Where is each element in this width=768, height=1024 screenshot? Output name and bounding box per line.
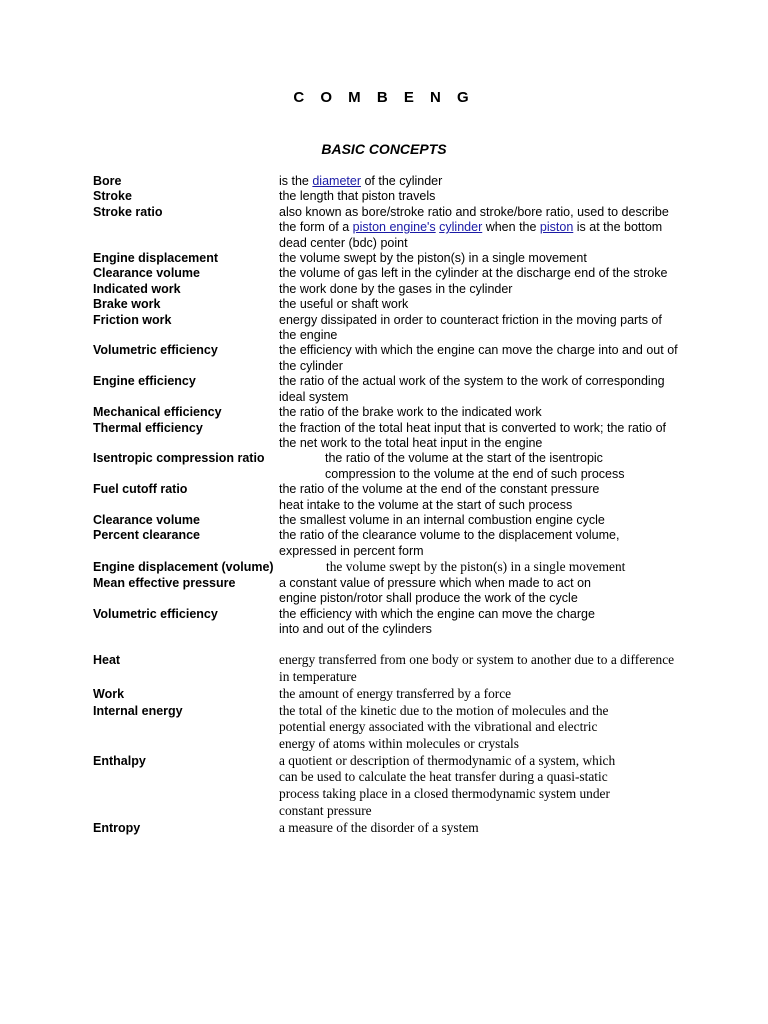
definition-text: the work done by the gases in the cylinder [279,281,513,296]
definition-text: the total of the kinetic due to the motion of molecules and the potential energy associated with the vibrational and electric energy of atoms within molecules or crystals [279,702,609,751]
glossary-list [0,174,768,836]
definition-text: the ratio of the volume at the start of the isentropic compression to the volume at the end of such process [325,451,625,481]
diameter-link[interactable]: diameter [312,174,361,188]
term-label: Heat [93,653,121,668]
term-label: Engine displacement (volume) [93,560,274,575]
spacer [0,637,768,652]
glossary-entry [0,686,768,703]
glossary-entry [0,421,768,452]
glossary-entry [0,251,768,266]
term-label: Stroke [93,189,132,204]
glossary-entry [0,513,768,528]
term-label: Clearance volume [93,512,200,527]
definition-text: a quotient or description of thermodynamic of a system, which can be used to calculate the heat transfer during a quasi-static process taking place in a closed thermodynamic system under constant pressure [279,752,616,818]
glossary-entry [0,266,768,281]
definition-text: the efficiency with which the engine can move the charge into and out of the cylinder [279,343,678,373]
term-label: Mechanical efficiency [93,405,222,420]
definition-text: the volume swept by the piston(s) in a single movement [326,559,626,575]
term-label: Clearance volume [93,266,200,281]
term-label: Friction work [93,312,172,327]
term-label: Work [93,686,125,701]
glossary-entry [0,607,768,638]
glossary-entry [0,405,768,420]
piston-link[interactable]: piston [539,220,574,235]
definition-text: also known as bore/stroke ratio and stroke/bore ratio, used to describe the form of a piston engine's cylinder when the piston is at the bottom dead center (bdc) point [279,204,669,250]
definition-text: the ratio of the clearance volume to the displacement volume, expressed in percent form [279,528,620,558]
term-label: Entropy [93,820,141,835]
glossary-entry [0,374,768,405]
glossary-entry [0,559,768,576]
term-label: Percent clearance [93,528,201,543]
document-title: C O M B E N G [293,89,475,106]
definition-text: a constant value of pressure which when made to act on engine piston/rotor shall produce the work of the cycle [279,575,591,606]
definition-text: the fraction of the total heat input that is converted to work; the ratio of the net work to the total heat input in the engine [279,420,667,450]
glossary-entry [0,282,768,297]
term-label: Mean effective pressure [93,575,236,590]
definition-text: energy transferred from one body or system to another due to a difference in temperature [279,652,675,685]
term-label: Fuel cutoff ratio [93,482,188,497]
term-label: Isentropic compression ratio [93,451,265,466]
glossary-entry [0,703,768,753]
definition-text: the amount of energy transferred by a force [279,685,512,701]
term-label: Bore [93,174,122,188]
glossary-entry [0,343,768,374]
glossary-entry [0,820,768,837]
glossary-entry [0,297,768,312]
term-label: Engine efficiency [93,374,196,389]
definition-text: energy dissipated in order to counteract friction in the moving parts of the engine [279,312,662,343]
definition-text: the volume of gas left in the cylinder at the discharge end of the stroke [279,266,668,281]
glossary-entry-bore [0,174,768,189]
definition-text: the useful or shaft work [279,297,409,312]
term-label: Thermal efficiency [93,420,203,435]
definition-text: the smallest volume in an internal combustion engine cycle [279,512,605,527]
cylinder-link[interactable]: cylinder [439,220,483,235]
glossary-entry [0,576,768,607]
definition-text: the volume swept by the piston(s) in a single movement [279,251,587,266]
glossary-entry [0,528,768,559]
term-label: Volumetric efficiency [93,343,218,358]
term-label: Volumetric efficiency [93,606,218,621]
glossary-entry-stroke-ratio [0,205,768,251]
definition-text: the efficiency with which the engine can move the charge into and out of the cylinders [279,606,595,637]
section-heading: BASIC CONCEPTS [321,141,447,157]
term-label: Stroke ratio [93,204,163,219]
glossary-entry [0,753,768,820]
definition-text: is the diameter of the cylinder [279,174,443,188]
term-label: Internal energy [93,703,183,718]
term-label: Engine displacement [93,251,219,266]
term-label: Brake work [93,297,161,312]
definition-text: the ratio of the volume at the end of the constant pressure heat intake to the volume at the start of such process [279,482,600,512]
definition-text: a measure of the disorder of a system [279,819,479,835]
glossary-entry [0,652,768,685]
glossary-entry [0,451,768,482]
definition-text: the ratio of the brake work to the indicated work [279,405,542,420]
glossary-entry [0,482,768,513]
glossary-entry [0,189,768,204]
term-label: Indicated work [93,281,181,296]
term-label: Enthalpy [93,753,146,768]
glossary-entry [0,313,768,344]
definition-text: the ratio of the actual work of the system to the work of corresponding ideal system [279,374,665,404]
definition-text: the length that piston travels [279,189,436,204]
piston-engine-link[interactable]: piston engine's [352,220,436,235]
